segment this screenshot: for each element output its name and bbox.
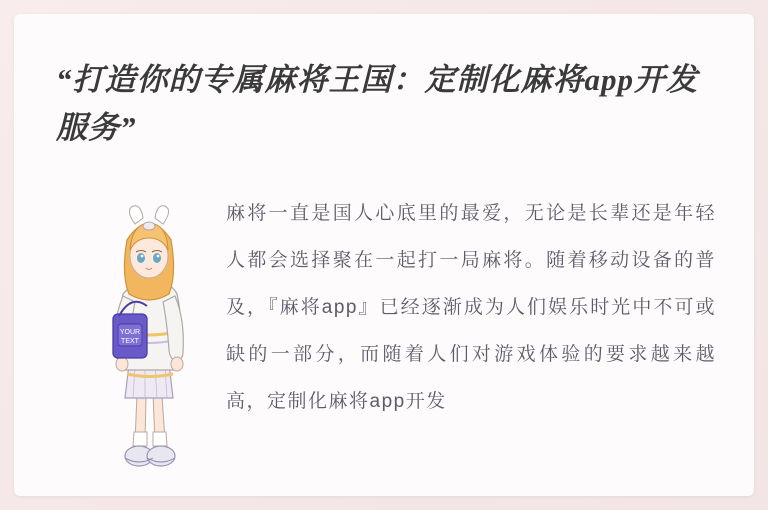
svg-text:YOUR: YOUR	[119, 329, 141, 336]
article-card	[14, 14, 754, 496]
article-body: 麻将一直是国人心底里的最爱，无论是长辈还是年轻人都会选择聚在一起打一局麻将。随着移动设备的普及，『麻将app』已经逐渐成为人们娱乐时光中不可或缺的一部分，而随着人们对游戏体验的要求越来越高，定制化麻将app开发	[226, 203, 716, 412]
svg-text:TEXT: TEXT	[121, 338, 139, 345]
illustration-anime-girl	[89, 184, 209, 484]
anime-girl-svg	[89, 184, 209, 484]
page-title: “打造你的专属麻将王国：定制化麻将app开发服务”	[56, 62, 698, 145]
